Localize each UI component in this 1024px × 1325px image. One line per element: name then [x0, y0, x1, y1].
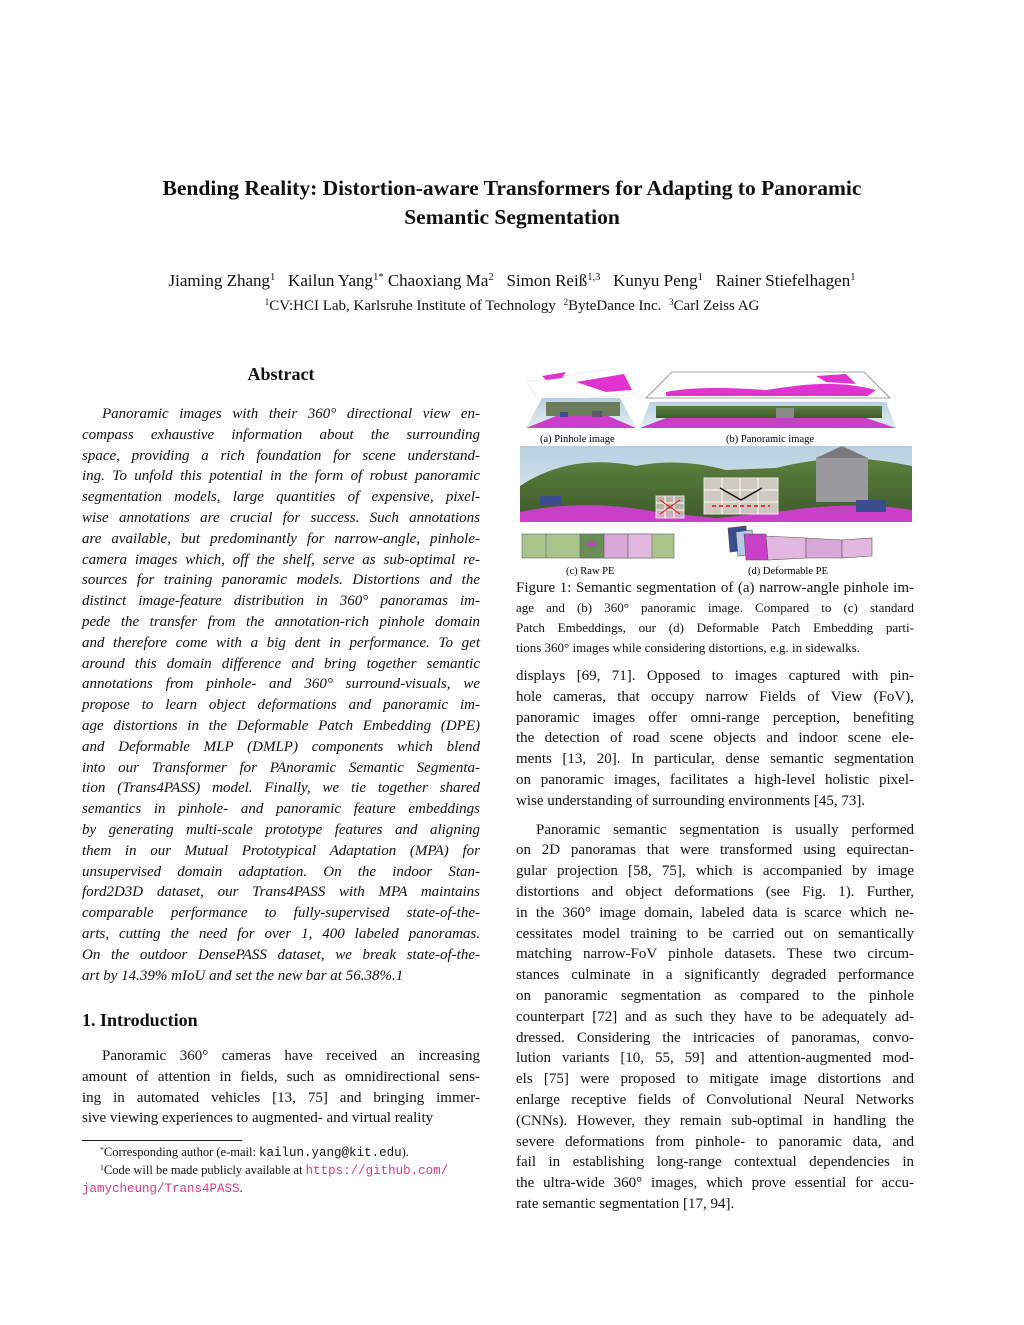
abstract-line: age distortions in the Deformable Patch Embedding (DPE) — [82, 717, 480, 734]
email-link[interactable]: kailun.yang@kit.edu — [259, 1146, 402, 1160]
paper-title — [80, 174, 944, 232]
abstract-line: are available, but predominantly for narrow-angle, pinhole- — [82, 530, 480, 547]
deformable-pe-stack-icon — [728, 526, 872, 560]
body-line: Panoramic semantic segmentation is usually performed — [536, 821, 914, 838]
abstract-line: distinct image-feature distribution in 360° panoramas im- — [82, 593, 480, 610]
caption-line: age and (b) 360° panoramic image. Compared to (c) standard — [516, 600, 914, 615]
pinhole-segmentation-icon — [526, 368, 636, 402]
abstract-line: propose to learn object deformations and panoramic im- — [82, 697, 480, 714]
abstract-line: On the outdoor DensePASS dataset, we break state-of-the- — [82, 946, 480, 963]
abstract-line: compass exhaustive information about the surrounding — [82, 426, 480, 443]
body-line: els [75] were proposed to mitigate image distortions and — [516, 1071, 914, 1088]
author-sup: 1 — [270, 272, 276, 284]
abstract-line: semantics in pinhole- and panoramic feature embeddings — [82, 801, 480, 818]
author-name: Rainer Stiefelhagen — [715, 271, 851, 290]
abstract-line: annotations from pinhole- and 360° surround-visuals, we — [82, 676, 480, 693]
footnote-corresponding: *Corresponding author (e-mail: kailun.yang@kit.edu). — [100, 1144, 409, 1160]
abstract-line: comparable performance to fully-supervised state-of-the- — [82, 905, 480, 922]
body-line: on panoramic images, facilitates a high-level holistic pixel- — [516, 771, 914, 788]
author-name: Chaoxiang Ma — [387, 271, 489, 290]
abstract-line: Panoramic images with their 360° directional view en- — [102, 406, 480, 422]
body-line: displays [69, 71]. Opposed to images captured with pin- — [516, 668, 914, 684]
panoramic-image-icon — [640, 402, 896, 428]
abstract-line: wise annotations are crucial for success. Such annotations — [82, 509, 480, 526]
body-line: matching narrow-FoV pinhole datasets. These two circum- — [516, 946, 914, 963]
footnotes — [82, 1144, 480, 1198]
abstract-line: unsupervised domain adaptation. On the indoor Stan- — [82, 863, 480, 880]
affiliation-list — [60, 296, 964, 316]
affil-sup: 3 — [668, 297, 674, 308]
body-line: in the 360° image domain, labeled data is scarce which ne- — [516, 904, 914, 921]
body-line: (CNNs). However, they remain sub-optimal in handling the — [516, 1112, 914, 1129]
abstract-line: sources for training panoramic models. Distortions and the — [82, 572, 480, 589]
intro-line: sive viewing experiences to augmented- and virtual reality — [82, 1110, 434, 1127]
footnote-code: $^1$Code will be made publicly available at https://github.com/ — [100, 1162, 449, 1178]
abstract-line: ing. To unfold this potential in the form of robust panoramic — [82, 468, 480, 485]
right-column-body — [516, 666, 914, 1215]
body-line: gular projection [58, 75], which is accompanied by image — [516, 863, 914, 880]
body-line: wise understanding of surrounding environments [45, 73]. — [516, 792, 866, 809]
abstract-line: space, providing a rich foundation for scene understand- — [82, 447, 480, 464]
caption-line: Patch Embeddings, our (d) Deformable Patch Embedding parti- — [516, 620, 914, 635]
footnote-corr-text: Corresponding author (e-mail: — [103, 1145, 260, 1159]
panorama-large-image-icon — [520, 446, 912, 522]
abstract-line: arts, cutting the need for over 1, 400 labeled panoramas. — [82, 925, 480, 942]
figure-1 — [516, 362, 914, 580]
raw-pe-strip-icon — [522, 534, 674, 558]
body-line: rate semantic segmentation [17, 94]. — [516, 1195, 735, 1212]
abstract-line: camera images which, off the shelf, serve as sub-optimal re- — [82, 551, 480, 568]
body-line: enlarge receptive fields of Convolutional Neural Networks — [516, 1091, 914, 1108]
body-line: panoramic images offer omni-range perception, benefiting — [516, 709, 914, 726]
body-line: cessitates model training to be carried out on semantically — [516, 925, 914, 942]
abstract-line: art by 14.39% mIoU and set the new bar at 56.38%.1 — [82, 967, 404, 984]
author-name: Jiaming Zhang — [168, 271, 271, 290]
caption-line: tions 360° images while considering distortions, e.g. in sidewalks. — [516, 640, 860, 655]
abstract-line: and therefore come with a big dent in performance. To get — [82, 634, 480, 651]
abstract-body — [82, 404, 480, 986]
abstract-line: ford2D3D dataset, our Trans4PASS with MPA maintains — [82, 884, 480, 901]
author-sup: 1,3 — [587, 272, 601, 284]
code-url-link[interactable]: https://github.com/ — [305, 1164, 449, 1178]
body-line: the ultra-wide 360° images, which prove essential for accu- — [516, 1175, 914, 1192]
caption-line: Figure 1: Semantic segmentation of (a) narrow-angle pinhole im- — [516, 580, 914, 596]
abstract-line: them in our Mutual Prototypical Adaptation (MPA) for — [82, 842, 480, 859]
body-line: the detection of road scene objects and indoor scene ele- — [516, 730, 914, 747]
abstract-heading: Abstract — [247, 364, 315, 384]
footnote-code-suffix: . — [239, 1181, 243, 1195]
body-line: severe deformations from pinhole- to panoramic data, and — [516, 1133, 914, 1150]
body-line: on panoramic segmentation as compared to the pinhole — [516, 987, 914, 1004]
title-line-1: Bending Reality: Distortion-aware Transformers for Adapting to Panoramic — [162, 176, 862, 200]
author-list — [60, 270, 964, 292]
author-sup: 1 — [850, 272, 856, 284]
abstract-line: into our Transformer for PAnoramic Semantic Segmenta- — [82, 759, 480, 776]
body-line: hole cameras, that occupy narrow Fields of View (FoV), — [516, 688, 914, 705]
body-line: ments [13, 20]. In particular, dense semantic segmentation — [516, 751, 914, 768]
body-line: stances culminate in a significantly degraded performance — [516, 967, 914, 984]
footnote-rule — [82, 1140, 242, 1141]
body-line: fail in establishing long-range contextual dependencies in — [516, 1154, 914, 1171]
section-heading: 1. Introduction — [82, 1010, 198, 1030]
affil-name: ByteDance Inc. — [568, 298, 662, 314]
footnote-corr-suffix: ). — [401, 1145, 409, 1159]
affil-name: CV:HCI Lab, Karlsruhe Institute of Technology — [269, 298, 556, 314]
intro-line: ing in automated vehicles [13, 75] and bringing immer- — [82, 1089, 480, 1106]
author-sup: 1 — [697, 272, 703, 284]
author-sup: 2 — [488, 272, 494, 284]
abstract-line: and Deformable MLP (DMLP) components which blend — [82, 738, 480, 755]
code-url-link-cont[interactable]: jamycheung/Trans4PASS — [82, 1182, 240, 1196]
paragraph-gap — [516, 812, 914, 820]
panoramic-segmentation-icon — [646, 372, 890, 398]
author-sup: 1* — [373, 272, 384, 284]
introduction-body — [82, 1046, 480, 1129]
body-line: on 2D panoramas that were transformed using equirectan- — [516, 842, 914, 859]
affil-sup: 1 — [264, 297, 270, 308]
abstract-line: by generating multi-scale prototype features and aligning — [82, 821, 480, 838]
abstract-line: tion (Trans4PASS) model. Finally, we tie together shared — [82, 780, 480, 797]
affil-sup: 2 — [563, 297, 569, 308]
intro-line: amount of attention in fields, such as omnidirectional sens- — [82, 1068, 480, 1085]
footnote-code-text: Code will be made publicly available at — [103, 1163, 306, 1177]
body-line: dressed. Considering the intricacies of panoramas, convo- — [516, 1029, 914, 1046]
body-line: distortions and object deformations (see Fig. 1). Further, — [516, 883, 914, 900]
pinhole-image-icon — [526, 398, 636, 428]
author-name: Simon Reiß — [506, 271, 588, 290]
body-line: counterpart [72] and as such they have to be adequately ad- — [516, 1008, 914, 1025]
abstract-line: segmentation models, large quantities of expensive, pixel- — [82, 489, 480, 506]
abstract-line: around this domain difference and bring together semantic — [82, 655, 480, 672]
figure-label-b: (b) Panoramic image — [726, 434, 815, 445]
footnote-code-cont — [82, 1180, 480, 1198]
figure-label-d: (d) Deformable PE — [748, 566, 828, 577]
figure-caption — [516, 578, 914, 658]
figure-label-a: (a) Pinhole image — [540, 434, 615, 445]
author-name: Kailun Yang — [288, 271, 374, 290]
affil-name: Carl Zeiss AG — [673, 298, 760, 314]
body-line: lution variants [10, 55, 59] and attention-augmented mod- — [516, 1050, 914, 1067]
figure-label-c: (c) Raw PE — [566, 566, 615, 577]
author-name: Kunyu Peng — [613, 271, 698, 290]
abstract-line: pede the transfer from the annotation-rich pinhole domain — [82, 613, 480, 630]
title-line-2: Semantic Segmentation — [404, 205, 620, 229]
intro-line: Panoramic 360° cameras have received an increasing — [102, 1048, 480, 1064]
